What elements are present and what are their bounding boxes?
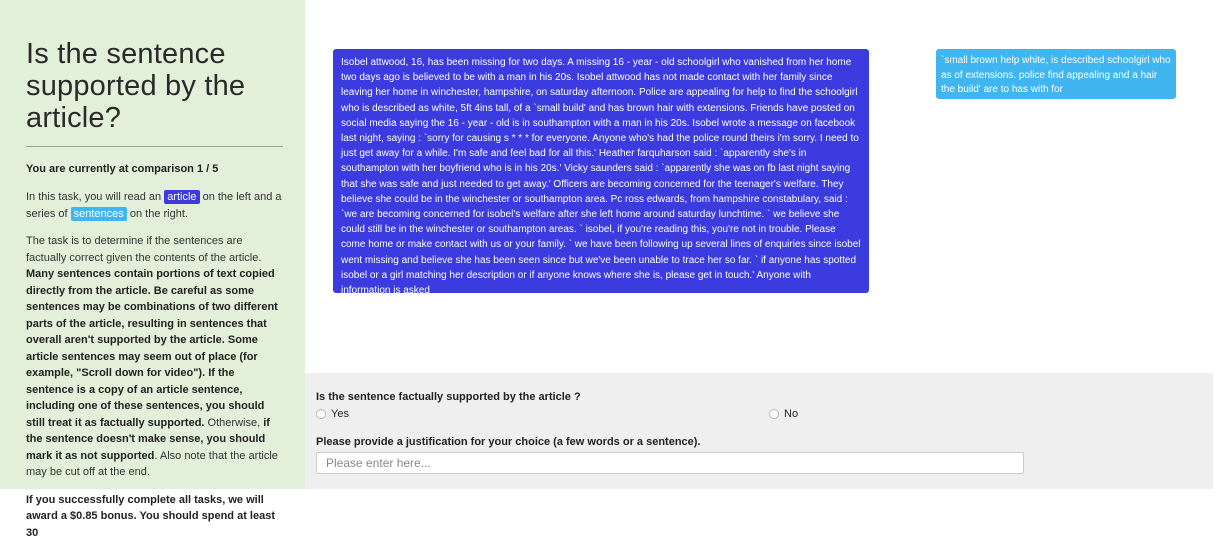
bonus-paragraph — [26, 492, 283, 541]
instructions-sidebar — [0, 0, 305, 489]
intro-text-start: In this task, you will read an — [26, 191, 164, 203]
bonus-text: If you successfully complete all tasks, we will award a $0.85 bonus. You should spend at least 30 — [26, 494, 275, 539]
yes-radio[interactable] — [316, 409, 326, 419]
justification-label: Please provide a justification for your choice (a few words or a sentence). — [316, 436, 1213, 448]
intro-text-middle: on the left and a series of — [26, 191, 281, 220]
yes-option[interactable] — [316, 408, 349, 420]
title-divider — [26, 146, 283, 147]
no-radio[interactable] — [769, 409, 779, 419]
page-title: Is the sentence supported by the article? — [26, 38, 283, 134]
instructions-text-3: . Also note that the article may be cut off at the end. — [26, 450, 278, 479]
progress-text: You are currently at comparison 1 / 5 — [26, 163, 283, 175]
intro-paragraph — [26, 189, 283, 222]
sentences-tag: sentences — [71, 207, 127, 221]
instructions-text-2: Otherwise, — [205, 417, 264, 429]
answer-form — [305, 373, 1213, 489]
no-label: No — [784, 408, 798, 420]
sentence-text: `small brown help white, is described schoolgirl who as of extensions. police find appealing and a hair the build' are to has with for — [936, 49, 1176, 99]
article-text: Isobel attwood, 16, has been missing for two days. A missing 16 - year - old schoolgirl who vanished from her home two days ago is believed to be with a man in his 20s. Isobel attwood has not made contact with her family since leaving her home in winchester, hampshire, on saturday afternoon. Police are appealing for help to find the schoolgirl who is described as white, 5ft 4ins tall, of a `small build' and has brown hair with extensions. Friends have posted on social media saying the 16 - year - old is in southampton with a man in his 20s. Isobel wrote a message on facebook last night, saying : `sorry for causing s * * * for everyone. Anyone who's had the police round theirs i'm sorry. I need to just get away for a while. I'm safe and feel bad for all this.' Heather farquharson said : `apparently she's in southampton with her boyfriend who is in his 20s.' Vicky saunders said : `apparently she was on fb last night saying that she was safe and just needed to get away.' Officers are becoming concerned for the teenager's welfare. They believe she could be in the winchester or southampton area. Pc ross edwards, from hampshire constabulary, said : `we are becoming concerned for isobel's welfare after she left home around saturday lunchtime. ` we believe she could still be in the winchester or southampton areas. ` isobel, if you're reading this, you're not in trouble. Please come home or make contact with us or your family. ` we have been following up several lines of enquiries since isobel went missing and believe she has been seen since but we've been unable to trace her so far. ` if anyone has spotted isobel or a girl matching her description or if anyone knows where she is, please get in touch.' Anyone with information is asked — [333, 49, 869, 293]
instructions-bold-2: if the sentence doesn't make sense, you should mark it as not supported — [26, 417, 270, 462]
no-option[interactable] — [769, 408, 798, 420]
support-radio-group — [316, 408, 1213, 424]
justification-input[interactable] — [316, 452, 1024, 474]
instructions-paragraph — [26, 233, 283, 481]
yes-label: Yes — [331, 408, 349, 420]
article-tag: article — [164, 190, 199, 204]
intro-text-end: on the right. — [127, 208, 188, 220]
instructions-bold-1: Many sentences contain portions of text copied directly from the article. Be careful as some sentences may be combinations of two different parts of the article, resulting in sentences that overall aren't supported by the article. Some article sentences may seem out of place (for example, "Scroll down for video"). If the sentence is a copy of an article sentence, including one of these sentences, you should still treat it as factually supported. — [26, 268, 278, 429]
support-question: Is the sentence factually supported by the article ? — [316, 391, 1213, 403]
instructions-text-1: The task is to determine if the sentences are factually correct given the contents of the article. — [26, 235, 261, 264]
